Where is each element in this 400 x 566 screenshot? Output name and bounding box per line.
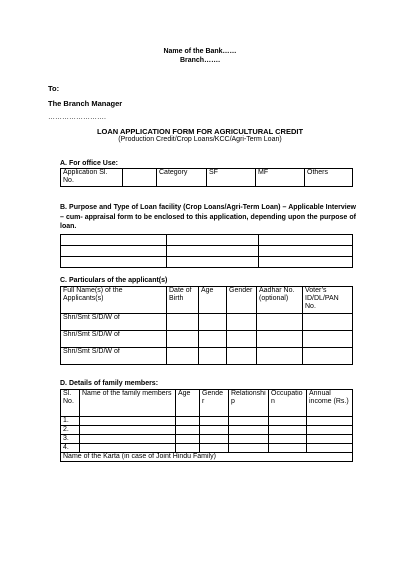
office-cell: MF <box>256 169 305 187</box>
office-cell[interactable] <box>123 169 157 187</box>
purpose-cell[interactable] <box>259 235 353 246</box>
applicant-name-cell[interactable]: Shri/Smt S/D/W of <box>61 331 167 348</box>
section-a-heading: A. For office Use: <box>60 160 118 167</box>
karta-row[interactable]: Name of the Karta (in case of Joint Hindu Family) <box>61 453 353 462</box>
income-cell[interactable] <box>307 444 353 453</box>
gender-cell[interactable] <box>200 417 229 426</box>
occupation-cell[interactable] <box>269 444 307 453</box>
member-name-cell[interactable] <box>80 444 176 453</box>
applicant-name-cell[interactable]: Shri/Smt S/D/W of <box>61 314 167 331</box>
age-cell[interactable] <box>199 348 227 365</box>
income-cell[interactable] <box>307 435 353 444</box>
sl-no-cell: 1. <box>61 417 80 426</box>
table-row <box>61 453 353 462</box>
sl-no-cell: 4. <box>61 444 80 453</box>
form-subtitle: (Production Credit/Crop Loans/KCC/Agri-Term Loan) <box>118 136 282 143</box>
aadhar-cell[interactable] <box>257 314 303 331</box>
office-cell: Application Sl. No. <box>61 169 123 187</box>
gender-cell[interactable] <box>227 314 257 331</box>
gender-cell[interactable] <box>200 426 229 435</box>
purpose-cell[interactable] <box>167 246 259 257</box>
purpose-cell[interactable] <box>167 257 259 268</box>
voter-id-cell[interactable] <box>303 348 353 365</box>
recipient-dots: ……………………. <box>48 114 106 121</box>
age-cell[interactable] <box>199 314 227 331</box>
purpose-cell[interactable] <box>259 246 353 257</box>
purpose-cell[interactable] <box>61 235 167 246</box>
gender-cell[interactable] <box>227 348 257 365</box>
gender-cell[interactable] <box>227 331 257 348</box>
family-col-header: Relationshi p <box>229 390 269 417</box>
occupation-cell[interactable] <box>269 426 307 435</box>
family-col-header: Annual income (Rs.) <box>307 390 353 417</box>
applicant-name-cell[interactable]: Shri/Smt S/D/W of <box>61 348 167 365</box>
member-name-cell[interactable] <box>80 426 176 435</box>
table-row <box>61 314 353 331</box>
table-row <box>61 444 353 453</box>
age-cell[interactable] <box>176 417 200 426</box>
table-row <box>61 348 353 365</box>
purpose-cell[interactable] <box>61 257 167 268</box>
gender-cell[interactable] <box>200 444 229 453</box>
applicant-table <box>60 286 353 365</box>
age-cell[interactable] <box>176 435 200 444</box>
relationship-cell[interactable] <box>229 435 269 444</box>
section-d-heading: D. Details of family members: <box>60 380 159 387</box>
bank-name: Name of the Bank…… <box>163 48 237 55</box>
table-row <box>61 435 353 444</box>
office-use-table <box>60 168 353 187</box>
applicant-col-header: Full Name(s) of the Applicants(s) <box>61 287 167 314</box>
relationship-cell[interactable] <box>229 417 269 426</box>
recipient: The Branch Manager <box>48 99 123 108</box>
aadhar-cell[interactable] <box>257 348 303 365</box>
aadhar-cell[interactable] <box>257 331 303 348</box>
office-cell: Others <box>305 169 353 187</box>
table-row <box>61 426 353 435</box>
occupation-cell[interactable] <box>269 417 307 426</box>
age-cell[interactable] <box>176 426 200 435</box>
relationship-cell[interactable] <box>229 426 269 435</box>
section-b-heading: B. Purpose and Type of Loan facility (Crop Loans/Agri-Term Loan) – Applicable Interview – cum- appraisal form to be enclosed to this application, depending upon the purpose of loan. <box>60 204 356 230</box>
purpose-cell[interactable] <box>259 257 353 268</box>
relationship-cell[interactable] <box>229 444 269 453</box>
purpose-cell[interactable] <box>167 235 259 246</box>
family-col-header: Name of the family members <box>80 390 176 417</box>
voter-id-cell[interactable] <box>303 331 353 348</box>
applicant-col-header: Gender <box>227 287 257 314</box>
office-cell: Category <box>157 169 207 187</box>
sl-no-cell: 2. <box>61 426 80 435</box>
family-col-header: Age <box>176 390 200 417</box>
gender-cell[interactable] <box>200 435 229 444</box>
family-table <box>60 389 353 462</box>
family-col-header: Occupatio n <box>269 390 307 417</box>
applicant-col-header: Age <box>199 287 227 314</box>
purpose-table <box>60 234 353 268</box>
table-row <box>61 331 353 348</box>
dob-cell[interactable] <box>167 331 199 348</box>
age-cell[interactable] <box>199 331 227 348</box>
sl-no-cell: 3. <box>61 435 80 444</box>
member-name-cell[interactable] <box>80 417 176 426</box>
branch-name: Branch……. <box>179 57 221 64</box>
office-cell: SF <box>207 169 256 187</box>
age-cell[interactable] <box>176 444 200 453</box>
family-col-header: Sl. No. <box>61 390 80 417</box>
occupation-cell[interactable] <box>269 435 307 444</box>
to-label: To: <box>48 84 60 93</box>
applicant-col-header: Aadhar No. (optional) <box>257 287 303 314</box>
purpose-cell[interactable] <box>61 246 167 257</box>
form-title: LOAN APPLICATION FORM FOR AGRICULTURAL CREDIT <box>96 127 304 136</box>
income-cell[interactable] <box>307 417 353 426</box>
voter-id-cell[interactable] <box>303 314 353 331</box>
section-c-heading: C. Particulars of the applicant(s) <box>60 277 168 284</box>
table-row <box>61 417 353 426</box>
income-cell[interactable] <box>307 426 353 435</box>
dob-cell[interactable] <box>167 348 199 365</box>
family-col-header: Gende r <box>200 390 229 417</box>
member-name-cell[interactable] <box>80 435 176 444</box>
applicant-col-header: Date of Birth <box>167 287 199 314</box>
applicant-col-header: Voter’s ID/DL/PAN No. <box>303 287 353 314</box>
dob-cell[interactable] <box>167 314 199 331</box>
